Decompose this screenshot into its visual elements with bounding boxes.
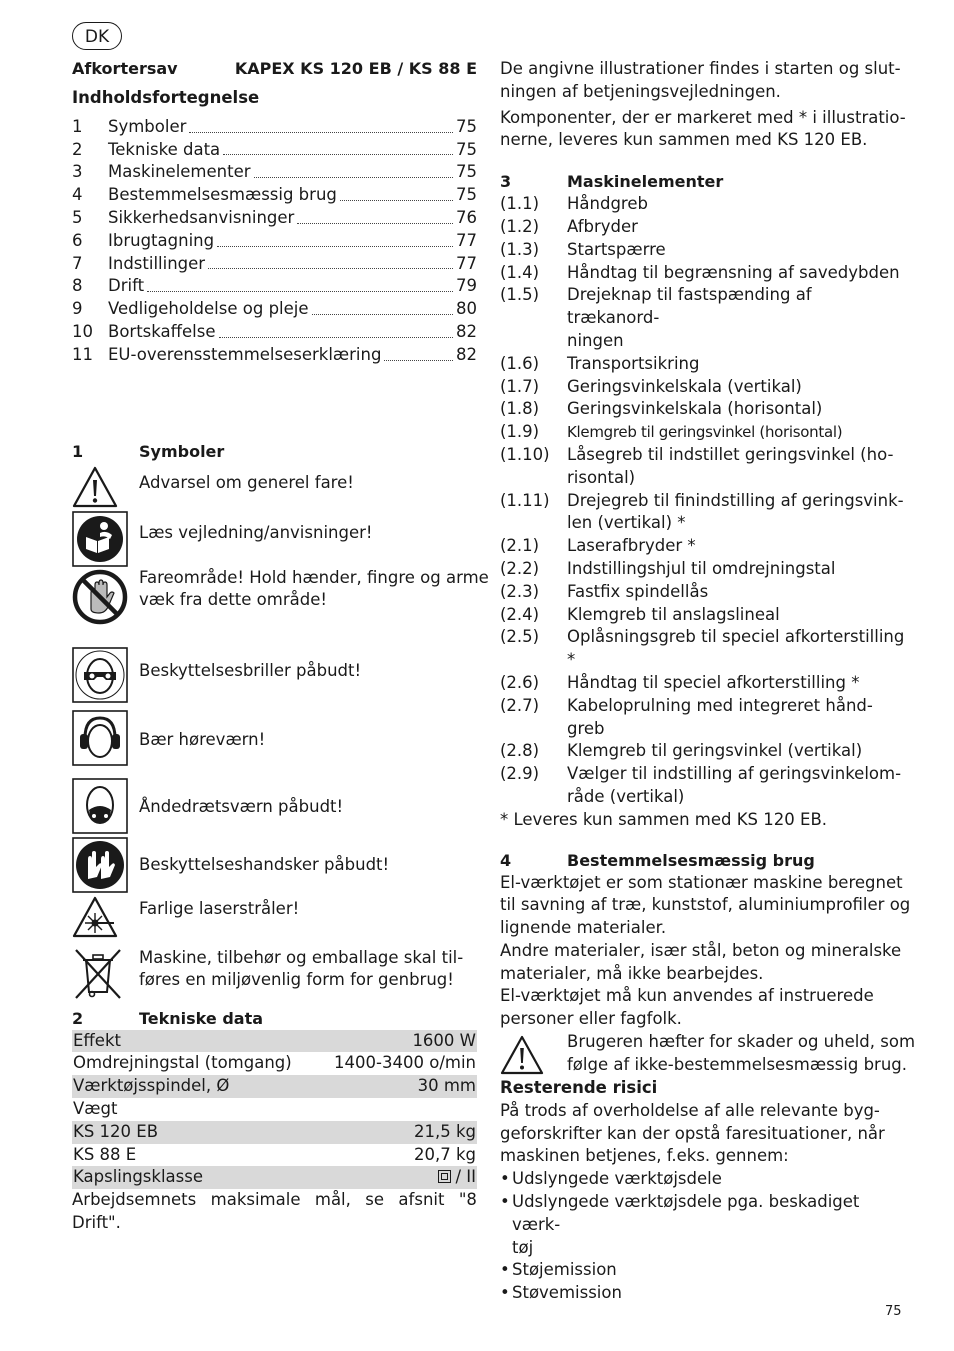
machine-element-item (500, 444, 905, 490)
tech-label: Effekt (73, 1030, 121, 1050)
toc-number: 5 (72, 207, 83, 227)
bullet-line: Støvemission (512, 1283, 622, 1303)
symbol-row (72, 466, 477, 511)
section-title: Tekniske data (139, 1008, 264, 1028)
laser-icon (72, 896, 128, 944)
toc-entry-title: Indstillinger (108, 253, 206, 273)
item-number: (2.2) (500, 558, 540, 578)
toc-page-number: 77 (456, 253, 477, 273)
warning-line: Brugeren hæfter for skader og uheld, som (567, 1032, 916, 1052)
toc-number: 11 (72, 344, 93, 364)
item-line: len (vertikal) * (567, 513, 686, 533)
symbol-row (72, 511, 477, 566)
toc-entry-title: Bortskaffelse (108, 321, 216, 341)
item-number: (1.6) (500, 353, 540, 373)
symbol-text-line: væk fra dette område! (139, 590, 327, 610)
bullet-text (512, 1191, 905, 1259)
toc-number: 7 (72, 253, 83, 273)
item-line: Låsegreb til indstillet geringsvinkel (ho- (567, 444, 894, 464)
toc-number: 9 (72, 299, 83, 319)
symbol-description (139, 729, 265, 752)
item-number: (1.10) (500, 444, 550, 464)
intended-use-line: til savning af træ, kunststof, aluminiumprofiler og (500, 895, 911, 915)
toc-page-number: 75 (456, 116, 477, 136)
machine-element-item (500, 490, 905, 536)
toc-entry-title: EU-overensstemmelseserklæring (108, 344, 382, 364)
item-number: (1.1) (500, 194, 540, 214)
protection-class-inner (441, 1173, 448, 1180)
item-line: Drejegreb til finindstilling af geringsvink- (567, 490, 904, 510)
item-description (567, 216, 905, 239)
intro-line: nerne, leveres kun sammen med KS 120 EB. (500, 130, 868, 150)
toc-page-number: 75 (456, 162, 477, 182)
toc-entry (72, 344, 477, 367)
residual-line: geforskrifter kan der opstå faresituationer, når (500, 1123, 885, 1143)
symbol-text-line: Bær høreværn! (139, 729, 266, 749)
item-number: (2.5) (500, 627, 540, 647)
item-description (567, 444, 905, 490)
tech-note-word: mål, (314, 1190, 351, 1210)
toc-number: 3 (72, 162, 83, 182)
toc-entry-title: Vedligeholdelse og pleje (108, 299, 309, 319)
symbols-list (72, 466, 489, 1008)
machine-element-item (500, 284, 905, 352)
item-number: (1.9) (500, 422, 540, 442)
symbol-row (72, 837, 477, 896)
bullet-line: Udslyngede værktøjsdele (512, 1169, 722, 1189)
machine-element-item (500, 193, 905, 216)
toc-entry-title: Symboler (108, 116, 187, 136)
symbol-description (139, 567, 489, 613)
tech-table-row (72, 1052, 477, 1075)
machine-element-item (500, 535, 905, 558)
tech-note-line-1 (72, 1189, 477, 1212)
machine-element-item (500, 353, 905, 376)
toc-entry (72, 230, 477, 253)
item-number: (1.11) (500, 490, 550, 510)
item-line: ningen (567, 330, 624, 350)
intended-use-line: lignende materialer. (500, 918, 667, 938)
list-item (500, 1191, 905, 1259)
symbol-row (72, 709, 477, 778)
tech-value: 21,5 kg (413, 1121, 476, 1141)
toc-page-number: 80 (456, 299, 477, 319)
item-line: Klemgreb til anslagslineal (567, 604, 780, 624)
bullet: • (500, 1169, 510, 1189)
intended-use-text (500, 872, 911, 1032)
tech-table-row (72, 1144, 477, 1167)
intended-use-line: El-værktøjet må kun anvendes af instruerede (500, 986, 874, 1006)
tech-note-word: afsnit (398, 1190, 445, 1210)
toc-leader (217, 230, 453, 247)
machine-element-item (500, 626, 905, 672)
tech-table-row (72, 1075, 477, 1098)
item-description (567, 672, 905, 695)
item-line: Håndtag til speciel afkorterstilling * (567, 672, 860, 692)
toc-leader (223, 139, 453, 156)
item-line: råde (vertikal) (567, 786, 685, 806)
item-description (567, 558, 905, 581)
item-description (567, 284, 905, 352)
item-description (567, 353, 905, 376)
item-line: Håndgreb (567, 194, 648, 214)
item-line: greb (567, 718, 605, 738)
toc-number: 1 (72, 116, 83, 136)
section-tech-heading (72, 1008, 477, 1030)
symbol-row (72, 566, 489, 644)
toc-leader (340, 184, 453, 201)
toc-number: 2 (72, 139, 83, 159)
symbol-description (139, 898, 299, 921)
tech-label: KS 120 EB (73, 1121, 159, 1141)
symbol-description (139, 796, 343, 819)
item-number: (1.8) (500, 399, 540, 419)
list-item (500, 1168, 905, 1191)
residual-line: maskinen betjenes, f.eks. gennem: (500, 1146, 789, 1166)
intro-line: Komponenter, der er markeret med * i illustratio- (500, 107, 906, 127)
machine-element-item (500, 239, 905, 262)
section-title: Symboler (139, 441, 225, 461)
respirator-icon (72, 778, 128, 837)
toc-page-number: 77 (456, 230, 477, 250)
machine-element-item (500, 398, 905, 421)
intended-use-line: personer eller fagfolk. (500, 1009, 682, 1029)
item-description (567, 262, 905, 285)
symbol-text-line: Fareområde! Hold hænder, fingre og arme (139, 567, 489, 587)
liability-warning (500, 1031, 916, 1077)
toc-page-number: 82 (456, 344, 477, 364)
tech-note-word: "8 (458, 1190, 477, 1210)
item-line: Kabeloprulning med integreret hånd- (567, 695, 873, 715)
item-description (567, 193, 905, 216)
toc-entry (72, 116, 477, 139)
weee-bin-icon (72, 946, 128, 1008)
item-line: Drejeknap til fastspænding af trækanord- (567, 285, 812, 328)
symbol-text-line: Beskyttelsesbriller påbudt! (139, 660, 362, 680)
item-number: (1.7) (500, 376, 540, 396)
item-number: (2.3) (500, 581, 540, 601)
toc-page-number: 75 (456, 139, 477, 159)
section-symbols-heading (72, 441, 477, 463)
item-line: Oplåsningsgreb til speciel afkorterstilling (567, 627, 905, 647)
section-intended-use-heading (500, 850, 905, 872)
tech-note-word: maksimale (210, 1190, 301, 1210)
warning-icon (500, 1035, 544, 1075)
warning-icon (72, 466, 128, 511)
machine-element-item (500, 740, 905, 763)
toc-leader (384, 344, 453, 361)
item-number: (2.4) (500, 604, 540, 624)
machine-element-item (500, 376, 905, 399)
toc-leader (312, 298, 453, 315)
list-item (500, 1259, 905, 1282)
residual-risks-title: Resterende risici (500, 1078, 658, 1098)
toc-entry (72, 275, 477, 298)
item-line: Afbryder (567, 216, 638, 236)
toc-entry (72, 184, 477, 207)
item-number: (1.3) (500, 239, 540, 259)
symbol-description (139, 947, 463, 993)
bullet: • (500, 1283, 510, 1303)
item-line: risontal) (567, 467, 636, 487)
machine-element-item (500, 421, 905, 444)
document-type: Afkortersav (72, 59, 178, 78)
tech-value: 30 mm (417, 1076, 476, 1096)
tech-data-table (72, 1030, 477, 1190)
machine-element-item (500, 672, 905, 695)
symbol-text-line: føres en miljøvenlig form for genbrug! (139, 970, 454, 990)
toc-number: 10 (72, 321, 93, 341)
item-description (567, 239, 905, 262)
toc-number: 6 (72, 230, 83, 250)
section-number: 4 (500, 850, 512, 870)
toc-leader (254, 161, 453, 178)
toc-page-number: 75 (456, 185, 477, 205)
toc-entry (72, 161, 477, 184)
item-number: (1.2) (500, 216, 540, 236)
machine-element-item (500, 262, 905, 285)
symbol-row (72, 778, 477, 837)
item-number: (2.6) (500, 672, 540, 692)
gloves-icon (72, 837, 128, 896)
item-number: (2.1) (500, 536, 540, 556)
page-number: 75 (885, 1304, 902, 1319)
machine-footnote: * Leveres kun sammen med KS 120 EB. (500, 809, 828, 829)
residual-risks-list (500, 1168, 905, 1305)
item-line: Vælger til indstilling af geringsvinkelom- (567, 764, 902, 784)
section-number: 2 (72, 1008, 84, 1028)
item-line: Startspærre (567, 239, 666, 259)
item-line: Klemgreb til geringsvinkel (vertikal) (567, 741, 863, 761)
toc-title: Indholdsfortegnelse (72, 88, 260, 107)
toc-leader (297, 207, 453, 224)
warning-line: følge af ikke-bestemmelsesmæssig brug. (567, 1054, 908, 1074)
right-column (500, 58, 916, 1305)
section-number: 3 (500, 172, 512, 192)
toc-entry (72, 139, 477, 162)
document-header (72, 58, 477, 80)
item-line: Laserafbryder * (567, 536, 696, 556)
intended-use-line: materialer, må ikke bearbejdes. (500, 963, 764, 983)
item-line: Geringsvinkelskala (vertikal) (567, 376, 802, 396)
symbol-description (139, 660, 361, 683)
intended-use-line: El-værktøjet er som stationær maskine beregnet (500, 872, 903, 892)
tech-note-word: se (365, 1190, 385, 1210)
item-description (567, 626, 905, 672)
tech-label: KS 88 E (73, 1144, 137, 1164)
toc-number: 4 (72, 185, 83, 205)
symbol-text-line: Advarsel om generel fare! (139, 472, 354, 492)
tech-table-row (72, 1166, 477, 1189)
item-number: (1.5) (500, 285, 540, 305)
product-model: KAPEX KS 120 EB / KS 88 E (234, 59, 477, 78)
machine-element-item (500, 558, 905, 581)
toc-entry-title: Maskinelementer (108, 162, 251, 182)
bullet: • (500, 1260, 510, 1280)
item-description (567, 581, 905, 604)
bullet-text (512, 1168, 722, 1191)
item-description (567, 535, 905, 558)
bullet-text (512, 1282, 622, 1305)
tech-table-row (72, 1098, 477, 1121)
tech-table-row (72, 1030, 477, 1053)
tech-note-line-2: Drift". (72, 1212, 121, 1232)
section-number: 1 (72, 441, 84, 461)
machine-element-item (500, 604, 905, 627)
item-number: (2.8) (500, 741, 540, 761)
machine-elements-list (500, 193, 905, 809)
symbol-text-line: Læs vejledning/anvisninger! (139, 522, 373, 542)
item-description (567, 376, 905, 399)
toc-page-number: 79 (456, 276, 477, 296)
toc-entry-title: Ibrugtagning (108, 230, 215, 250)
tech-value: 20,7 kg (413, 1144, 476, 1164)
section-title: Bestemmelsesmæssig brug (567, 850, 815, 870)
tech-label: Omdrejningstal (tomgang) (73, 1053, 292, 1073)
item-description (567, 398, 905, 421)
toc-number: 8 (72, 276, 83, 296)
tech-table-row (72, 1121, 477, 1144)
left-column (72, 58, 489, 1235)
machine-element-item (500, 581, 905, 604)
toc-entry (72, 321, 477, 344)
intro-line: ningen af betjeningsvejledningen. (500, 81, 781, 101)
machine-element-item (500, 763, 905, 809)
item-number: (2.9) (500, 764, 540, 784)
residual-line: På trods af overholdelse af alle relevante byg- (500, 1100, 880, 1120)
symbol-description (139, 472, 354, 495)
tech-label: Værktøjsspindel, Ø (73, 1076, 230, 1096)
item-line: Indstillingshjul til omdrejningstal (567, 558, 836, 578)
item-line: Klemgreb til geringsvinkel (horisontal) (567, 423, 843, 442)
machine-element-item (500, 695, 905, 741)
bullet: • (500, 1192, 510, 1212)
item-line: Håndtag til begrænsning af savedybden (567, 262, 900, 282)
tech-note (72, 1189, 477, 1235)
symbol-text-line: Maskine, tilbehør og emballage skal til- (139, 947, 464, 967)
tech-label: Vægt (73, 1098, 118, 1118)
toc-entry-title: Tekniske data (108, 139, 221, 159)
safety-goggles-icon (72, 647, 128, 709)
list-item (500, 1282, 905, 1305)
intro-line: De angivne illustrationer findes i starten og slut- (500, 59, 901, 78)
symbol-description (139, 854, 389, 877)
toc-entry (72, 253, 477, 276)
section-title: Maskinelementer (567, 172, 724, 192)
item-description (567, 604, 905, 627)
read-manual-icon (72, 511, 128, 566)
bullet-text (512, 1259, 617, 1282)
toc-entry-title: Bestemmelsesmæssig brug (108, 185, 337, 205)
item-line: Transportsikring (567, 353, 700, 373)
symbol-description (139, 522, 373, 545)
item-description (567, 490, 905, 536)
item-description (567, 695, 905, 741)
tech-value: 1600 W (412, 1030, 476, 1050)
intro-paragraph-1 (500, 58, 905, 104)
protection-class-icon (438, 1170, 451, 1183)
toc-leader (189, 116, 453, 133)
intended-use-line: Andre materialer, især stål, beton og mineralske (500, 940, 902, 960)
item-line: Fastfix spindellås (567, 581, 709, 601)
table-of-contents (72, 116, 477, 367)
toc-entry (72, 298, 477, 321)
section-machine-heading (500, 171, 905, 193)
item-description (567, 740, 905, 763)
item-line: Geringsvinkelskala (horisontal) (567, 399, 823, 419)
machine-element-item (500, 216, 905, 239)
toc-leader (208, 253, 453, 270)
intro-paragraph-2 (500, 107, 905, 153)
toc-entry-title: Drift (108, 276, 145, 296)
toc-page-number: 76 (456, 207, 477, 227)
symbol-text-line: Beskyttelseshandsker påbudt! (139, 854, 390, 874)
tech-value (438, 1166, 476, 1189)
item-description (567, 763, 905, 809)
symbol-row (72, 644, 477, 709)
language-badge: DK (72, 22, 122, 50)
toc-leader (147, 275, 453, 292)
residual-risks-text (500, 1100, 905, 1168)
symbol-text-line: Farlige laserstråler! (139, 898, 300, 918)
bullet-line: Støjemission (512, 1260, 617, 1280)
bullet-line: tøj (512, 1237, 534, 1257)
no-hands-icon (72, 569, 128, 644)
item-number: (2.7) (500, 695, 540, 715)
toc-entry (72, 207, 477, 230)
item-line: * (567, 650, 576, 670)
symbol-text-line: Åndedrætsværn påbudt! (139, 796, 344, 816)
tech-value: 1400-3400 o/min (334, 1053, 476, 1073)
item-number: (1.4) (500, 262, 540, 282)
ear-protection-icon (72, 710, 128, 778)
tech-value-text: / II (455, 1167, 476, 1187)
tech-label: Kapslingsklasse (73, 1167, 204, 1187)
symbol-row (72, 896, 477, 944)
symbol-row (72, 944, 477, 1008)
tech-note-word: Arbejdsemnets (72, 1190, 197, 1210)
bullet-line: Udslyngede værktøjsdele pga. beskadiget værk- (512, 1192, 860, 1234)
toc-entry-title: Sikkerhedsanvisninger (108, 207, 295, 227)
toc-page-number: 82 (456, 321, 477, 341)
toc-leader (219, 321, 454, 338)
item-description (567, 421, 905, 444)
